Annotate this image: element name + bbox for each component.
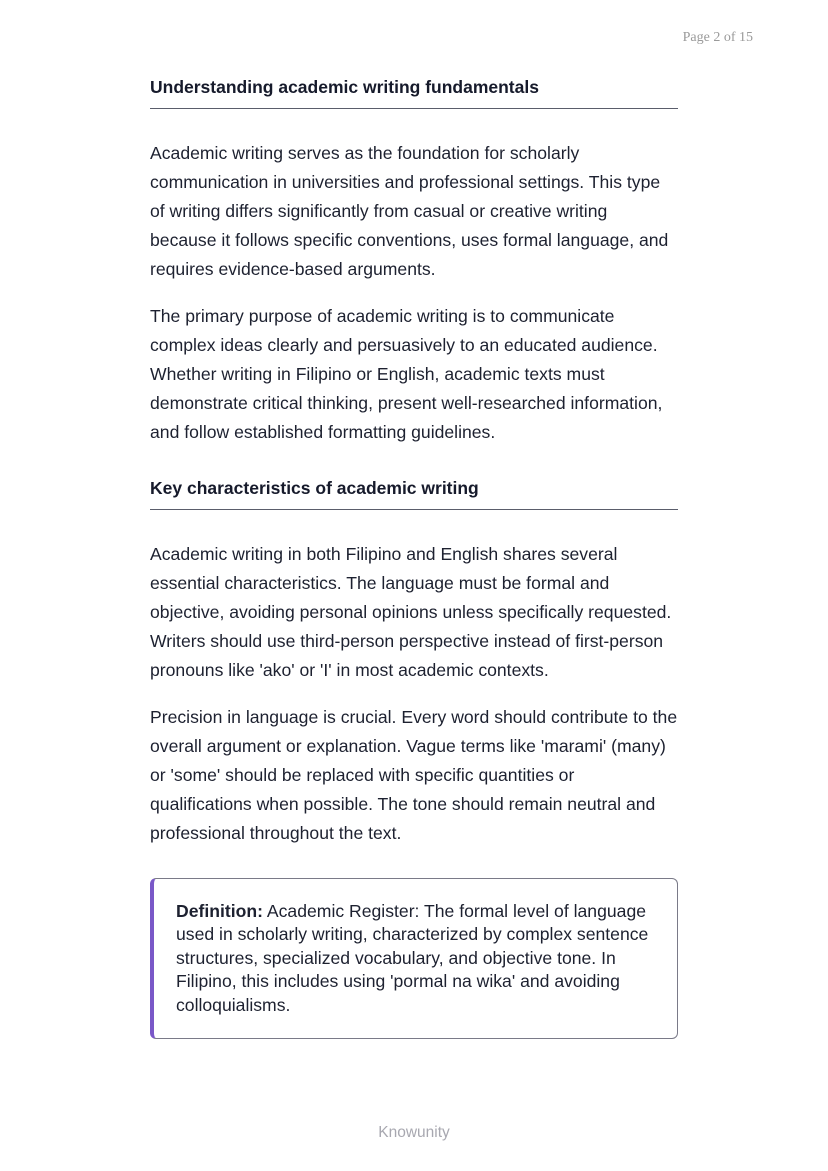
document-body — [150, 76, 678, 1039]
footer-brand: Knowunity — [378, 1124, 450, 1141]
definition-label: Definition: — [176, 900, 263, 921]
section-fundamentals — [150, 76, 678, 447]
section-heading: Key characteristics of academic writing — [150, 477, 678, 510]
section-heading: Understanding academic writing fundamentals — [150, 76, 678, 109]
paragraph: Precision in language is crucial. Every word should contribute to the overall argument or explanation. Vague terms like 'marami' (many) or 'some' should be replaced with specific quantities or qualifications when possible. The tone should remain neutral and professional throughout the text. — [150, 706, 678, 843]
paragraph: Academic writing serves as the foundation for scholarly communication in universities and professional settings. This type of writing differs significantly from casual or creative writing because it follows specific conventions, uses formal language, and requires evidence-based arguments. — [150, 142, 669, 279]
definition-text: Academic Register: The formal level of language used in scholarly writing, characterized by complex sentence structures, specialized vocabulary, and objective tone. In Filipino, this includes using 'pormal na wika' and avoiding colloquialisms. — [176, 900, 649, 1015]
section-key-characteristics — [150, 477, 678, 848]
paragraph: The primary purpose of academic writing is to communicate complex ideas clearly and persuasively to an educated audience. Whether writing in Filipino or English, academic texts must demonstrate critical thinking, present well-researched information, and follow established formatting guidelines. — [150, 305, 663, 442]
definition-box — [150, 878, 678, 1040]
paragraph: Academic writing in both Filipino and English shares several essential characteristics. The language must be formal and objective, avoiding personal opinions unless specifically requested. Writers should use third-person perspective instead of first-person pronouns like 'ako' or 'I' in most academic contexts. — [150, 543, 672, 680]
page-number: Page 2 of 15 — [682, 30, 753, 45]
